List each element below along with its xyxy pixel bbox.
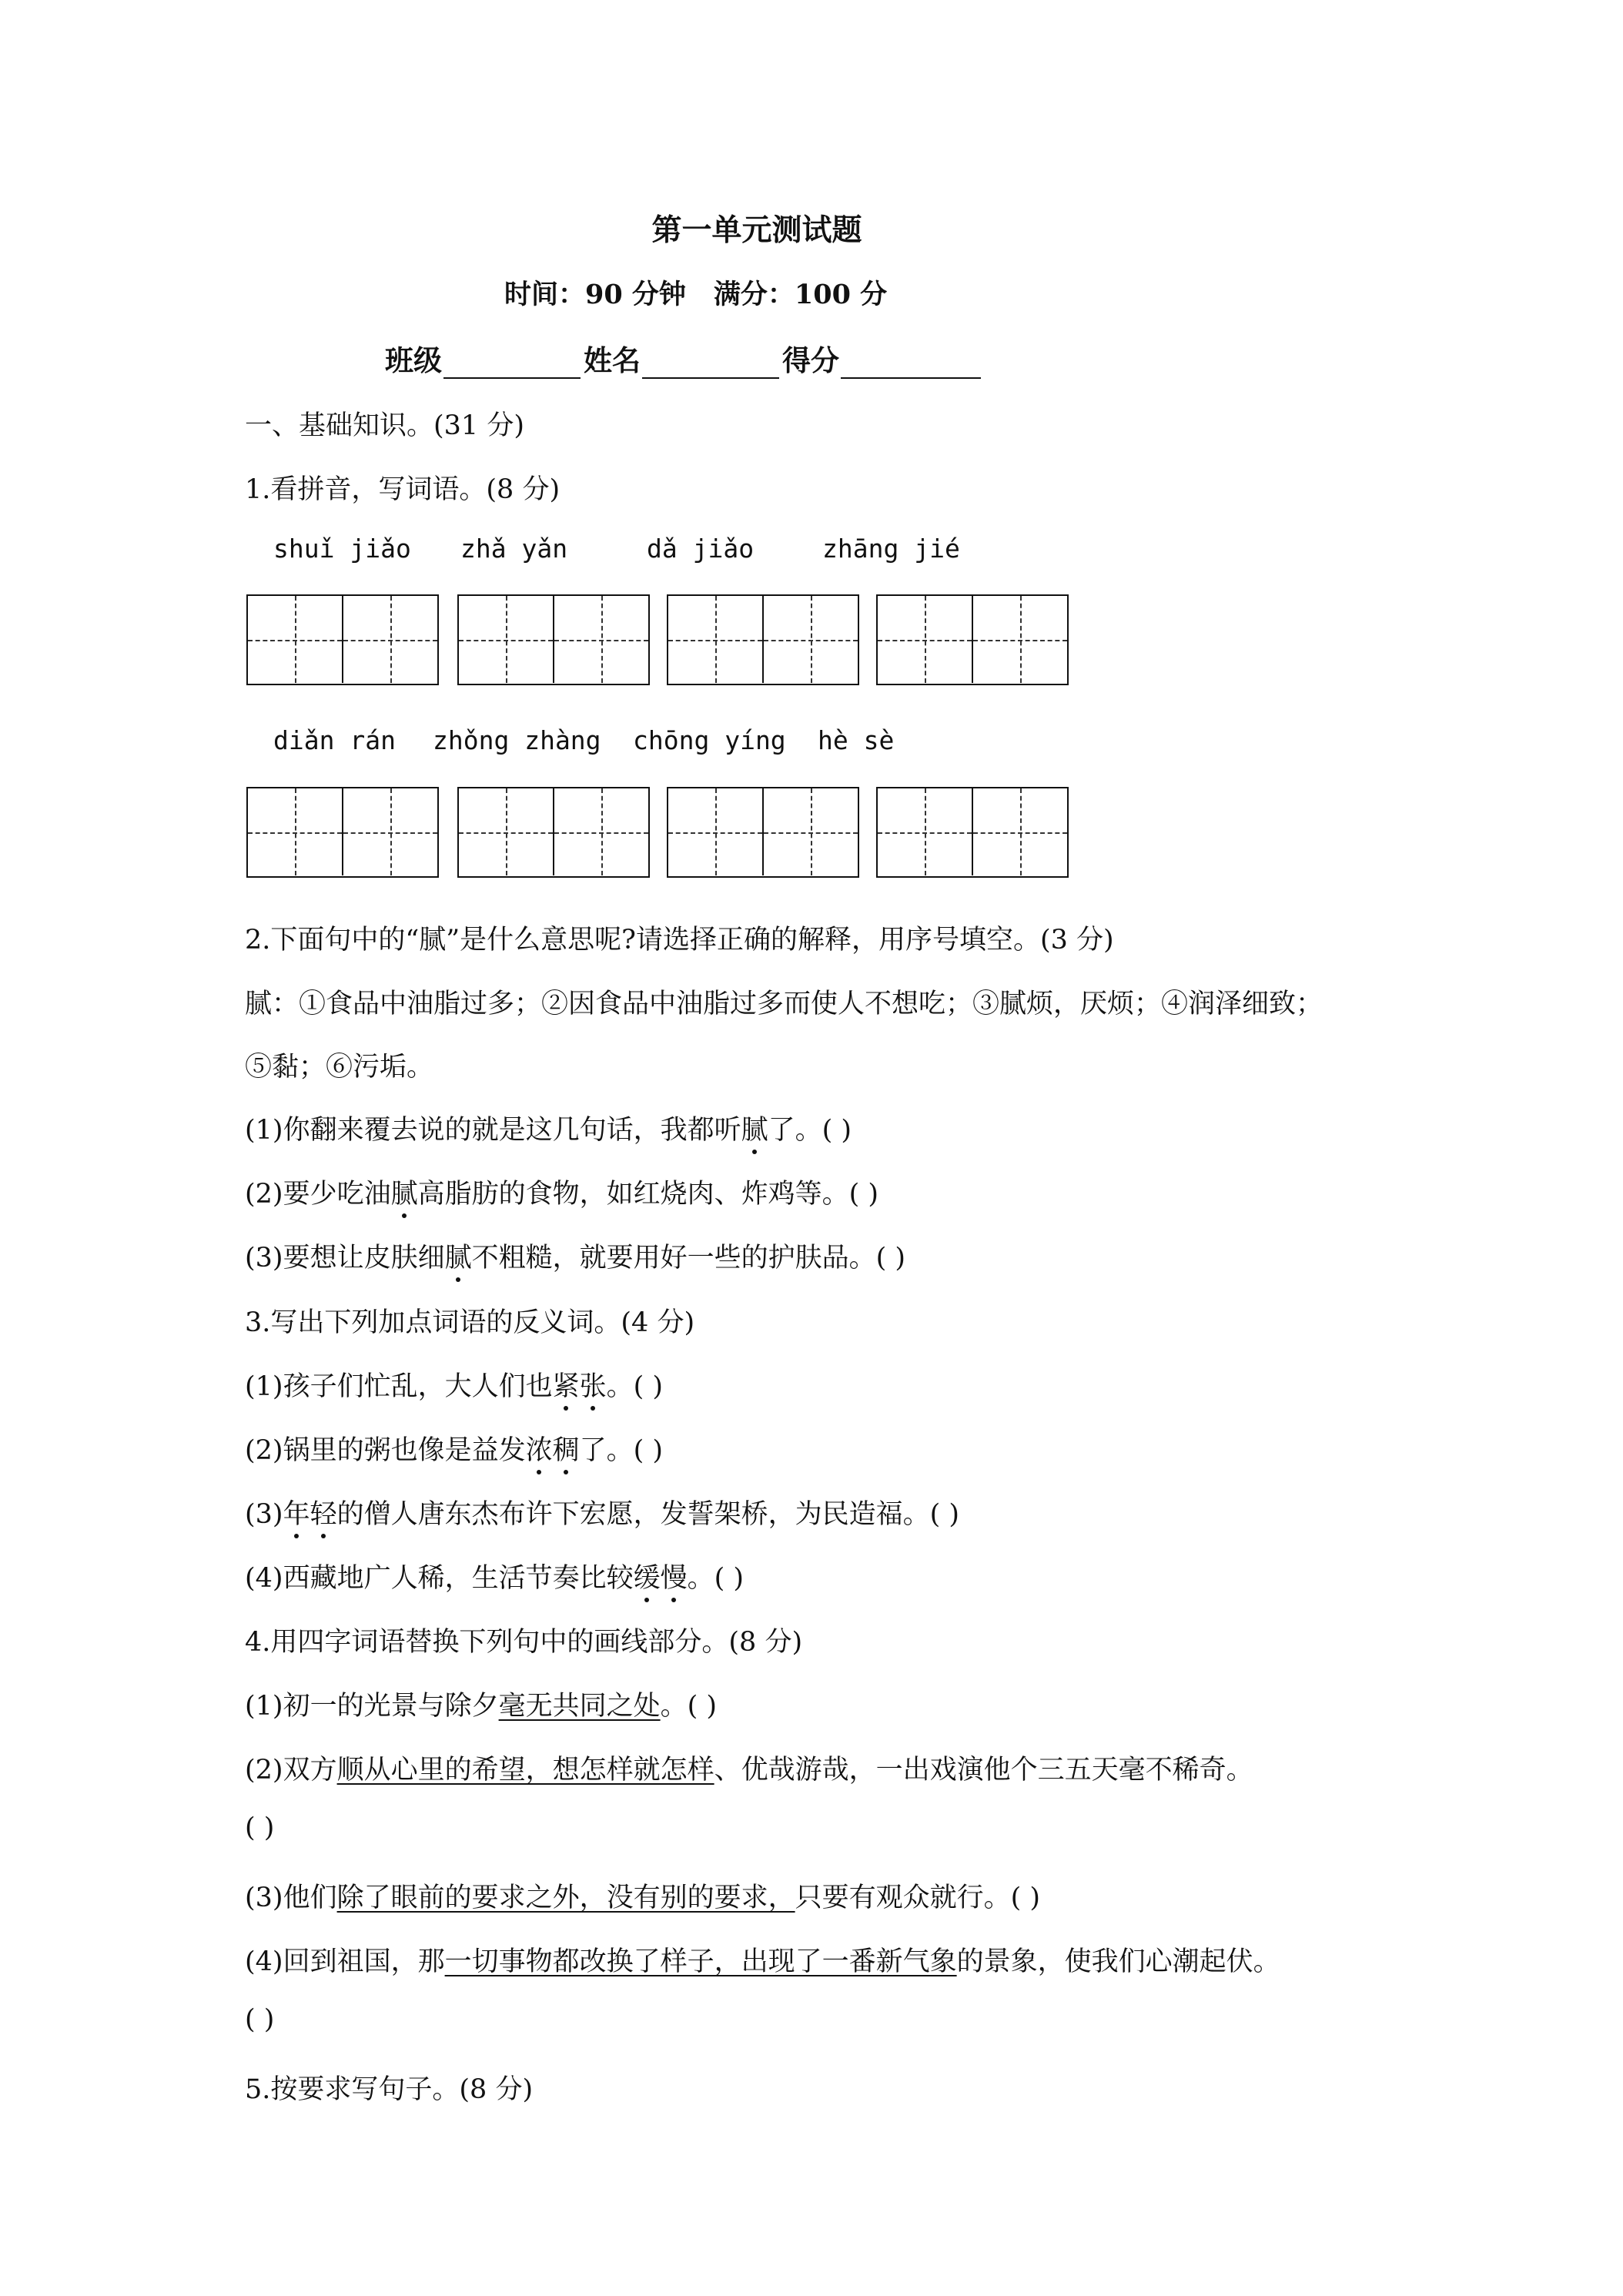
- time-limit: 时间：90 分钟: [504, 279, 686, 310]
- pinyin-label: diǎn rán: [273, 725, 396, 755]
- q2-sentence-3: (3)要想让皮肤细腻不粗糙，就要用好一些的护肤品。( ): [245, 1237, 905, 1275]
- q2-prompt: 2.下面句中的“腻”是什么意思呢?请选择正确的解释，用序号填空。(3 分): [245, 925, 1114, 956]
- q2-sentence-1: (1)你翻来覆去说的就是这几句话，我都听腻了。( ): [245, 1109, 852, 1147]
- writing-grid[interactable]: [246, 594, 439, 685]
- q3-sentence-4: (4)西藏地广人稀，生活节奏比较缓慢。( ): [245, 1557, 744, 1595]
- q4-answer-4: ( ): [245, 2004, 275, 2035]
- q4-answer-2: ( ): [245, 1812, 275, 1843]
- score-label: 得分: [782, 343, 839, 377]
- exam-meta: [504, 273, 887, 312]
- q3-prompt: 3.写出下列加点词语的反义词。(4 分): [245, 1307, 695, 1338]
- writing-grid[interactable]: [457, 594, 650, 685]
- q5-prompt: 5.按要求写句子。(8 分): [245, 2074, 534, 2105]
- q2-definitions-cont: ⑤黏；⑥污垢。: [245, 1052, 434, 1083]
- pinyin-label: chōng yíng: [633, 725, 786, 755]
- q3-sentence-1: (1)孩子们忙乱，大人们也紧张。( ): [245, 1365, 663, 1404]
- writing-grid[interactable]: [246, 787, 439, 878]
- class-label: 班级: [385, 343, 442, 377]
- pinyin-label: zhǒng zhàng: [433, 725, 601, 755]
- q3-sentence-3: (3)年轻的僧人唐东杰布许下宏愿，发誓架桥，为民造福。( ): [245, 1493, 959, 1531]
- writing-grid[interactable]: [876, 787, 1069, 878]
- q1-prompt: 1.看拼音，写词语。(8 分): [245, 474, 561, 505]
- pinyin-label: shuǐ jiǎo: [273, 534, 411, 564]
- q2-definitions: 腻：①食品中油脂过多；②因食品中油脂过多而使人不想吃；③腻烦，厌烦；④润泽细致；: [245, 989, 1323, 1019]
- pinyin-label: hè sè: [818, 725, 895, 755]
- name-field[interactable]: [642, 350, 779, 379]
- writing-grid[interactable]: [667, 594, 859, 685]
- pinyin-label: dǎ jiǎo: [647, 534, 755, 564]
- score-field[interactable]: [841, 350, 981, 379]
- section-heading: 一、基础知识。(31 分): [245, 410, 524, 441]
- writing-grid[interactable]: [876, 594, 1069, 685]
- pinyin-label: zhǎ yǎn: [460, 534, 568, 564]
- q4-prompt: 4.用四字词语替换下列句中的画线部分。(8 分): [245, 1627, 803, 1658]
- q4-sentence-3: (3)他们除了眼前的要求之外，没有别的要求，只要有观众就行。( ): [245, 1883, 1041, 1913]
- q4-sentence-1: (1)初一的光景与除夕毫无共同之处。( ): [245, 1691, 718, 1722]
- student-info: [385, 337, 984, 379]
- q4-sentence-2: (2)双方顺从心里的希望，想怎样就怎样、优哉游哉，一出戏演他个三五天毫不稀奇。: [245, 1755, 1253, 1786]
- name-label: 姓名: [584, 343, 641, 377]
- q3-sentence-2: (2)锅里的粥也像是益发浓稠了。( ): [245, 1429, 663, 1468]
- page-title: 第一单元测试题: [651, 213, 862, 248]
- writing-grid[interactable]: [667, 787, 859, 878]
- writing-grid[interactable]: [457, 787, 650, 878]
- full-score: 满分：100 分: [713, 279, 888, 310]
- pinyin-label: zhāng jié: [822, 534, 960, 564]
- q4-sentence-4: (4)回到祖国，那一切事物都改换了样子，出现了一番新气象的景象，使我们心潮起伏。: [245, 1946, 1280, 1977]
- q2-sentence-2: (2)要少吃油腻高脂肪的食物，如红烧肉、炸鸡等。( ): [245, 1173, 878, 1211]
- class-field[interactable]: [443, 350, 581, 379]
